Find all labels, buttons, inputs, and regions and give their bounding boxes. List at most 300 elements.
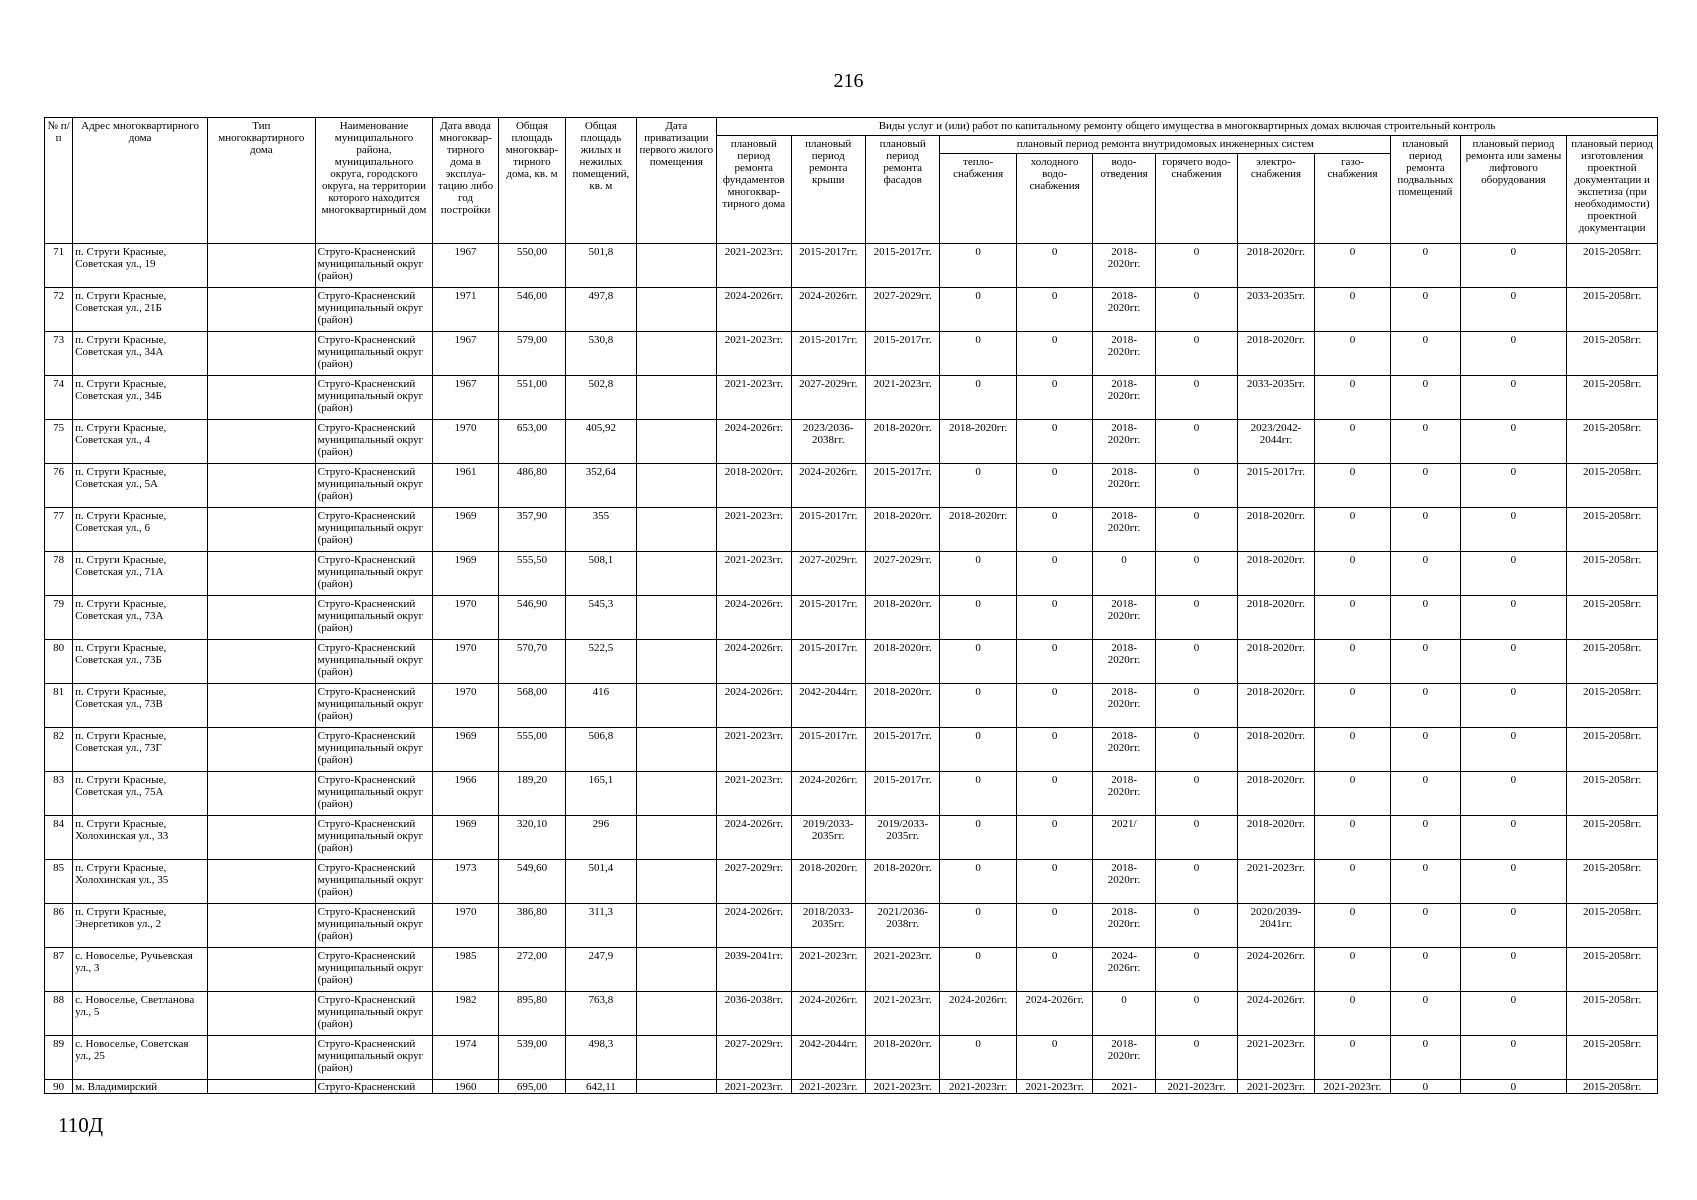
commission-year-cell: 1966 [433,772,498,816]
electricity-cell: 2021-2023гг. [1238,1036,1314,1080]
heat-supply-cell: 0 [940,728,1016,772]
cold-water-cell: 0 [1016,728,1092,772]
heat-supply-cell: 0 [940,596,1016,640]
house-type-cell [207,684,315,728]
commission-year-cell: 1974 [433,1036,498,1080]
commission-year-cell: 1961 [433,464,498,508]
privatization-date-cell [636,772,716,816]
total-area-cell: 549,60 [498,860,565,904]
electricity-cell: 2024-2026гг. [1238,948,1314,992]
privatization-date-cell [636,552,716,596]
facade-period-cell: 2027-2029гг. [865,288,939,332]
row-number: 77 [45,508,73,552]
address-cell: п. Струги Красные, Советская ул., 5А [73,464,208,508]
facade-period-cell: 2021-2023гг. [865,948,939,992]
total-area-cell: 555,00 [498,728,565,772]
table-body [45,244,1658,1094]
heat-supply-cell: 0 [940,332,1016,376]
foundation-period-cell: 2021-2023гг. [717,508,791,552]
premises-area-cell: 506,8 [566,728,636,772]
roof-period-cell: 2024-2026гг. [791,464,865,508]
drainage-cell: 2018-2020гг. [1093,640,1155,684]
basement-period-cell: 0 [1391,728,1460,772]
facade-period-cell: 2018-2020гг. [865,508,939,552]
address-cell: п. Струги Красные, Советская ул., 34Б [73,376,208,420]
hot-water-cell: 0 [1155,904,1238,948]
municipality-cell: Струго-Красненский муниципальный округ (район) [315,288,433,332]
address-cell: п. Струги Красные, Советская ул., 73Б [73,640,208,684]
basement-period-cell: 0 [1391,640,1460,684]
electricity-cell: 2018-2020гг. [1238,596,1314,640]
drainage-cell: 2018-2020гг. [1093,376,1155,420]
foundation-period-cell: 2021-2023гг. [717,332,791,376]
privatization-date-cell [636,288,716,332]
drainage-cell: 2018-2020гг. [1093,596,1155,640]
foundation-period-cell: 2024-2026гг. [717,288,791,332]
roof-period-cell: 2021-2023гг. [791,948,865,992]
hot-water-cell: 2021-2023гг. [1155,1080,1238,1094]
hot-water-cell: 0 [1155,728,1238,772]
hot-water-cell: 0 [1155,772,1238,816]
hot-water-cell: 0 [1155,816,1238,860]
table-row [45,288,1658,332]
header-address: Адрес многоквартирного дома [73,118,208,244]
house-type-cell [207,508,315,552]
row-number: 71 [45,244,73,288]
design-docs-cell: 2015-2058гг. [1567,420,1658,464]
total-area-cell: 568,00 [498,684,565,728]
commission-year-cell: 1967 [433,376,498,420]
drainage-cell: 2018-2020гг. [1093,860,1155,904]
gas-supply-cell: 0 [1314,904,1390,948]
house-type-cell [207,772,315,816]
basement-period-cell: 0 [1391,508,1460,552]
hot-water-cell: 0 [1155,288,1238,332]
premises-area-cell: 352,64 [566,464,636,508]
gas-supply-cell: 0 [1314,948,1390,992]
gas-supply-cell: 0 [1314,552,1390,596]
hot-water-cell: 0 [1155,244,1238,288]
municipality-cell: Струго-Красненский муниципальный округ (район) [315,904,433,948]
design-docs-cell: 2015-2058гг. [1567,508,1658,552]
drainage-cell: 2021/ [1093,816,1155,860]
premises-area-cell: 355 [566,508,636,552]
facade-period-cell: 2018-2020гг. [865,860,939,904]
house-type-cell [207,948,315,992]
drainage-cell: 2018-2020гг. [1093,508,1155,552]
row-number: 81 [45,684,73,728]
address-cell: п. Струги Красные, Холохинская ул., 33 [73,816,208,860]
cold-water-cell: 0 [1016,420,1092,464]
row-number: 89 [45,1036,73,1080]
table-row [45,640,1658,684]
elevator-period-cell: 0 [1460,1036,1567,1080]
table-row [45,420,1658,464]
privatization-date-cell [636,332,716,376]
header-commission-date: Дата ввода многоквар-тирного дома в эксплуа-тацию либо год постройки [433,118,498,244]
privatization-date-cell [636,420,716,464]
hot-water-cell: 0 [1155,640,1238,684]
elevator-period-cell: 0 [1460,728,1567,772]
gas-supply-cell: 0 [1314,288,1390,332]
hot-water-cell: 0 [1155,596,1238,640]
address-cell: п. Струги Красные, Советская ул., 73А [73,596,208,640]
gas-supply-cell: 2021-2023гг. [1314,1080,1390,1094]
house-type-cell [207,420,315,464]
commission-year-cell: 1967 [433,332,498,376]
premises-area-cell: 501,4 [566,860,636,904]
total-area-cell: 539,00 [498,1036,565,1080]
elevator-period-cell: 0 [1460,244,1567,288]
design-docs-cell: 2015-2058гг. [1567,244,1658,288]
cold-water-cell: 0 [1016,288,1092,332]
elevator-period-cell: 0 [1460,948,1567,992]
electricity-cell: 2018-2020гг. [1238,508,1314,552]
address-cell: п. Струги Красные, Советская ул., 19 [73,244,208,288]
header-gas: газо-снабжения [1314,154,1390,244]
total-area-cell: 386,80 [498,904,565,948]
commission-year-cell: 1969 [433,508,498,552]
heat-supply-cell: 0 [940,464,1016,508]
row-number: 73 [45,332,73,376]
hot-water-cell: 0 [1155,684,1238,728]
basement-period-cell: 0 [1391,904,1460,948]
commission-year-cell: 1960 [433,1080,498,1094]
table-row [45,772,1658,816]
foundation-period-cell: 2024-2026гг. [717,596,791,640]
gas-supply-cell: 0 [1314,332,1390,376]
gas-supply-cell: 0 [1314,464,1390,508]
municipality-cell: Струго-Красненский муниципальный округ (район) [315,420,433,464]
house-type-cell [207,244,315,288]
drainage-cell: 2024-2026гг. [1093,948,1155,992]
foundation-period-cell: 2018-2020гг. [717,464,791,508]
municipality-cell: Струго-Красненский муниципальный округ (район) [315,816,433,860]
gas-supply-cell: 0 [1314,772,1390,816]
table-row [45,508,1658,552]
address-cell: п. Струги Красные, Советская ул., 34А [73,332,208,376]
privatization-date-cell [636,860,716,904]
facade-period-cell: 2019/2033-2035гг. [865,816,939,860]
gas-supply-cell: 0 [1314,596,1390,640]
header-drainage: водо-отведения [1093,154,1155,244]
premises-area-cell: 296 [566,816,636,860]
row-number: 85 [45,860,73,904]
table-row [45,244,1658,288]
commission-year-cell: 1970 [433,596,498,640]
gas-supply-cell: 0 [1314,1036,1390,1080]
electricity-cell: 2018-2020гг. [1238,552,1314,596]
house-type-cell [207,640,315,684]
premises-area-cell: 247,9 [566,948,636,992]
row-number: 79 [45,596,73,640]
cold-water-cell: 0 [1016,244,1092,288]
row-number: 82 [45,728,73,772]
design-docs-cell: 2015-2058гг. [1567,552,1658,596]
header-total-area: Общая площадь многоквар-тирного дома, кв. м [498,118,565,244]
municipality-cell: Струго-Красненский муниципальный округ (район) [315,332,433,376]
row-number: 80 [45,640,73,684]
total-area-cell: 551,00 [498,376,565,420]
heat-supply-cell: 2024-2026гг. [940,992,1016,1036]
premises-area-cell: 416 [566,684,636,728]
heat-supply-cell: 0 [940,1036,1016,1080]
table-row [45,596,1658,640]
table-row [45,816,1658,860]
roof-period-cell: 2021-2023гг. [791,1080,865,1094]
privatization-date-cell [636,1036,716,1080]
heat-supply-cell: 0 [940,376,1016,420]
elevator-period-cell: 0 [1460,332,1567,376]
total-area-cell: 546,90 [498,596,565,640]
facade-period-cell: 2018-2020гг. [865,1036,939,1080]
heat-supply-cell: 2021-2023гг. [940,1080,1016,1094]
house-type-cell [207,332,315,376]
header-foundation: плановый период ремонта фундаментов многоквар-тирного дома [717,136,791,244]
foundation-period-cell: 2021-2023гг. [717,772,791,816]
electricity-cell: 2023/2042-2044гг. [1238,420,1314,464]
total-area-cell: 550,00 [498,244,565,288]
header-elevator: плановый период ремонта или замены лифтового оборудования [1460,136,1567,244]
basement-period-cell: 0 [1391,860,1460,904]
facade-period-cell: 2015-2017гг. [865,244,939,288]
roof-period-cell: 2015-2017гг. [791,332,865,376]
foundation-period-cell: 2027-2029гг. [717,860,791,904]
header-works-group: Виды услуг и (или) работ по капитальному ремонту общего имущества в многоквартирных домах включая строительный контроль [717,118,1658,136]
table-row [45,376,1658,420]
house-type-cell [207,464,315,508]
design-docs-cell: 2015-2058гг. [1567,728,1658,772]
table-row [45,1080,1658,1094]
gas-supply-cell: 0 [1314,684,1390,728]
municipality-cell: Струго-Красненский муниципальный округ (район) [315,376,433,420]
municipality-cell: Струго-Красненский муниципальный округ (район) [315,640,433,684]
basement-period-cell: 0 [1391,332,1460,376]
privatization-date-cell [636,464,716,508]
hot-water-cell: 0 [1155,992,1238,1036]
design-docs-cell: 2015-2058гг. [1567,992,1658,1036]
header-house-type: Тип многоквартирного дома [207,118,315,244]
hot-water-cell: 0 [1155,464,1238,508]
design-docs-cell: 2015-2058гг. [1567,464,1658,508]
basement-period-cell: 0 [1391,420,1460,464]
gas-supply-cell: 0 [1314,728,1390,772]
foundation-period-cell: 2036-2038гг. [717,992,791,1036]
cold-water-cell: 2021-2023гг. [1016,1080,1092,1094]
header-basement: плановый период ремонта подвальных помещений [1391,136,1460,244]
facade-period-cell: 2021-2023гг. [865,376,939,420]
cold-water-cell: 0 [1016,552,1092,596]
hot-water-cell: 0 [1155,552,1238,596]
total-area-cell: 357,90 [498,508,565,552]
row-number: 87 [45,948,73,992]
premises-area-cell: 642,11 [566,1080,636,1094]
facade-period-cell: 2021-2023гг. [865,1080,939,1094]
drainage-cell: 2021- [1093,1080,1155,1094]
facade-period-cell: 2018-2020гг. [865,420,939,464]
premises-area-cell: 502,8 [566,376,636,420]
design-docs-cell: 2015-2058гг. [1567,816,1658,860]
table-row [45,332,1658,376]
address-cell: п. Струги Красные, Советская ул., 4 [73,420,208,464]
design-docs-cell: 2015-2058гг. [1567,860,1658,904]
elevator-period-cell: 0 [1460,288,1567,332]
facade-period-cell: 2015-2017гг. [865,464,939,508]
roof-period-cell: 2024-2026гг. [791,288,865,332]
privatization-date-cell [636,904,716,948]
drainage-cell: 2018-2020гг. [1093,728,1155,772]
total-area-cell: 272,00 [498,948,565,992]
elevator-period-cell: 0 [1460,772,1567,816]
electricity-cell: 2018-2020гг. [1238,332,1314,376]
table-row [45,860,1658,904]
address-cell: м. Владимирский [73,1080,208,1094]
facade-period-cell: 2018-2020гг. [865,640,939,684]
hot-water-cell: 0 [1155,1036,1238,1080]
gas-supply-cell: 0 [1314,860,1390,904]
premises-area-cell: 498,3 [566,1036,636,1080]
row-number: 76 [45,464,73,508]
elevator-period-cell: 0 [1460,904,1567,948]
foundation-period-cell: 2024-2026гг. [717,640,791,684]
elevator-period-cell: 0 [1460,860,1567,904]
elevator-period-cell: 0 [1460,992,1567,1036]
elevator-period-cell: 0 [1460,552,1567,596]
elevator-period-cell: 0 [1460,640,1567,684]
electricity-cell: 2015-2017гг. [1238,464,1314,508]
cold-water-cell: 0 [1016,332,1092,376]
roof-period-cell: 2019/2033-2035гг. [791,816,865,860]
total-area-cell: 579,00 [498,332,565,376]
cold-water-cell: 0 [1016,596,1092,640]
roof-period-cell: 2027-2029гг. [791,552,865,596]
electricity-cell: 2018-2020гг. [1238,816,1314,860]
roof-period-cell: 2024-2026гг. [791,992,865,1036]
total-area-cell: 189,20 [498,772,565,816]
cold-water-cell: 0 [1016,772,1092,816]
cold-water-cell: 0 [1016,640,1092,684]
house-type-cell [207,376,315,420]
address-cell: с. Новоселье, Светланова ул., 5 [73,992,208,1036]
municipality-cell: Струго-Красненский муниципальный округ (район) [315,552,433,596]
commission-year-cell: 1970 [433,420,498,464]
design-docs-cell: 2015-2058гг. [1567,376,1658,420]
design-docs-cell: 2015-2058гг. [1567,640,1658,684]
header-heat: тепло-снабжения [940,154,1016,244]
cold-water-cell: 0 [1016,464,1092,508]
facade-period-cell: 2015-2017гг. [865,728,939,772]
total-area-cell: 895,80 [498,992,565,1036]
header-cold-water: холодного водо-снабжения [1016,154,1092,244]
cold-water-cell: 0 [1016,948,1092,992]
foundation-period-cell: 2024-2026гг. [717,816,791,860]
drainage-cell: 0 [1093,992,1155,1036]
foundation-period-cell: 2024-2026гг. [717,684,791,728]
facade-period-cell: 2021/2036-2038гг. [865,904,939,948]
heat-supply-cell: 0 [940,288,1016,332]
electricity-cell: 2018-2020гг. [1238,684,1314,728]
row-number: 72 [45,288,73,332]
gas-supply-cell: 0 [1314,992,1390,1036]
header-municipality: Наименование муниципального района, муниципального округа, городского округа, на территории которого находится многоквартирный дом [315,118,433,244]
cold-water-cell: 0 [1016,860,1092,904]
facade-period-cell: 2018-2020гг. [865,684,939,728]
basement-period-cell: 0 [1391,816,1460,860]
privatization-date-cell [636,508,716,552]
commission-year-cell: 1973 [433,860,498,904]
row-number: 78 [45,552,73,596]
elevator-period-cell: 0 [1460,684,1567,728]
elevator-period-cell: 0 [1460,420,1567,464]
cold-water-cell: 0 [1016,376,1092,420]
row-number: 84 [45,816,73,860]
electricity-cell: 2024-2026гг. [1238,992,1314,1036]
municipality-cell: Струго-Красненский [315,1080,433,1094]
electricity-cell: 2018-2020гг. [1238,244,1314,288]
premises-area-cell: 545,3 [566,596,636,640]
address-cell: п. Струги Красные, Советская ул., 6 [73,508,208,552]
privatization-date-cell [636,728,716,772]
footer-code: 110Д [58,1113,104,1137]
foundation-period-cell: 2021-2023гг. [717,552,791,596]
drainage-cell: 2018-2020гг. [1093,420,1155,464]
elevator-period-cell: 0 [1460,376,1567,420]
municipality-cell: Струго-Красненский муниципальный округ (район) [315,772,433,816]
privatization-date-cell [636,816,716,860]
municipality-cell: Струго-Красненский муниципальный округ (район) [315,1036,433,1080]
facade-period-cell: 2021-2023гг. [865,992,939,1036]
commission-year-cell: 1970 [433,640,498,684]
commission-year-cell: 1969 [433,816,498,860]
roof-period-cell: 2015-2017гг. [791,640,865,684]
table-row [45,728,1658,772]
cold-water-cell: 0 [1016,1036,1092,1080]
basement-period-cell: 0 [1391,1036,1460,1080]
commission-year-cell: 1967 [433,244,498,288]
header-hot-water: горячего водо-снабжения [1155,154,1238,244]
header-facade: плановый период ремонта фасадов [865,136,939,244]
roof-period-cell: 2015-2017гг. [791,596,865,640]
premises-area-cell: 497,8 [566,288,636,332]
total-area-cell: 653,00 [498,420,565,464]
row-number: 74 [45,376,73,420]
privatization-date-cell [636,376,716,420]
commission-year-cell: 1982 [433,992,498,1036]
electricity-cell: 2033-2035гг. [1238,376,1314,420]
address-cell: п. Струги Красные, Советская ул., 73Г [73,728,208,772]
header-engineering-group: плановый период ремонта внутридомовых инженерных систем [940,136,1391,154]
hot-water-cell: 0 [1155,948,1238,992]
roof-period-cell: 2023/2036-2038гг. [791,420,865,464]
address-cell: с. Новоселье, Советская ул., 25 [73,1036,208,1080]
header-electricity: электро-снабжения [1238,154,1314,244]
table-row [45,464,1658,508]
basement-period-cell: 0 [1391,464,1460,508]
foundation-period-cell: 2021-2023гг. [717,728,791,772]
drainage-cell: 2018-2020гг. [1093,904,1155,948]
commission-year-cell: 1969 [433,552,498,596]
facade-period-cell: 2018-2020гг. [865,596,939,640]
cold-water-cell: 0 [1016,904,1092,948]
hot-water-cell: 0 [1155,332,1238,376]
design-docs-cell: 2015-2058гг. [1567,1080,1658,1094]
house-type-cell [207,816,315,860]
table-row [45,1036,1658,1080]
heat-supply-cell: 0 [940,244,1016,288]
facade-period-cell: 2015-2017гг. [865,772,939,816]
elevator-period-cell: 0 [1460,1080,1567,1094]
elevator-period-cell: 0 [1460,596,1567,640]
